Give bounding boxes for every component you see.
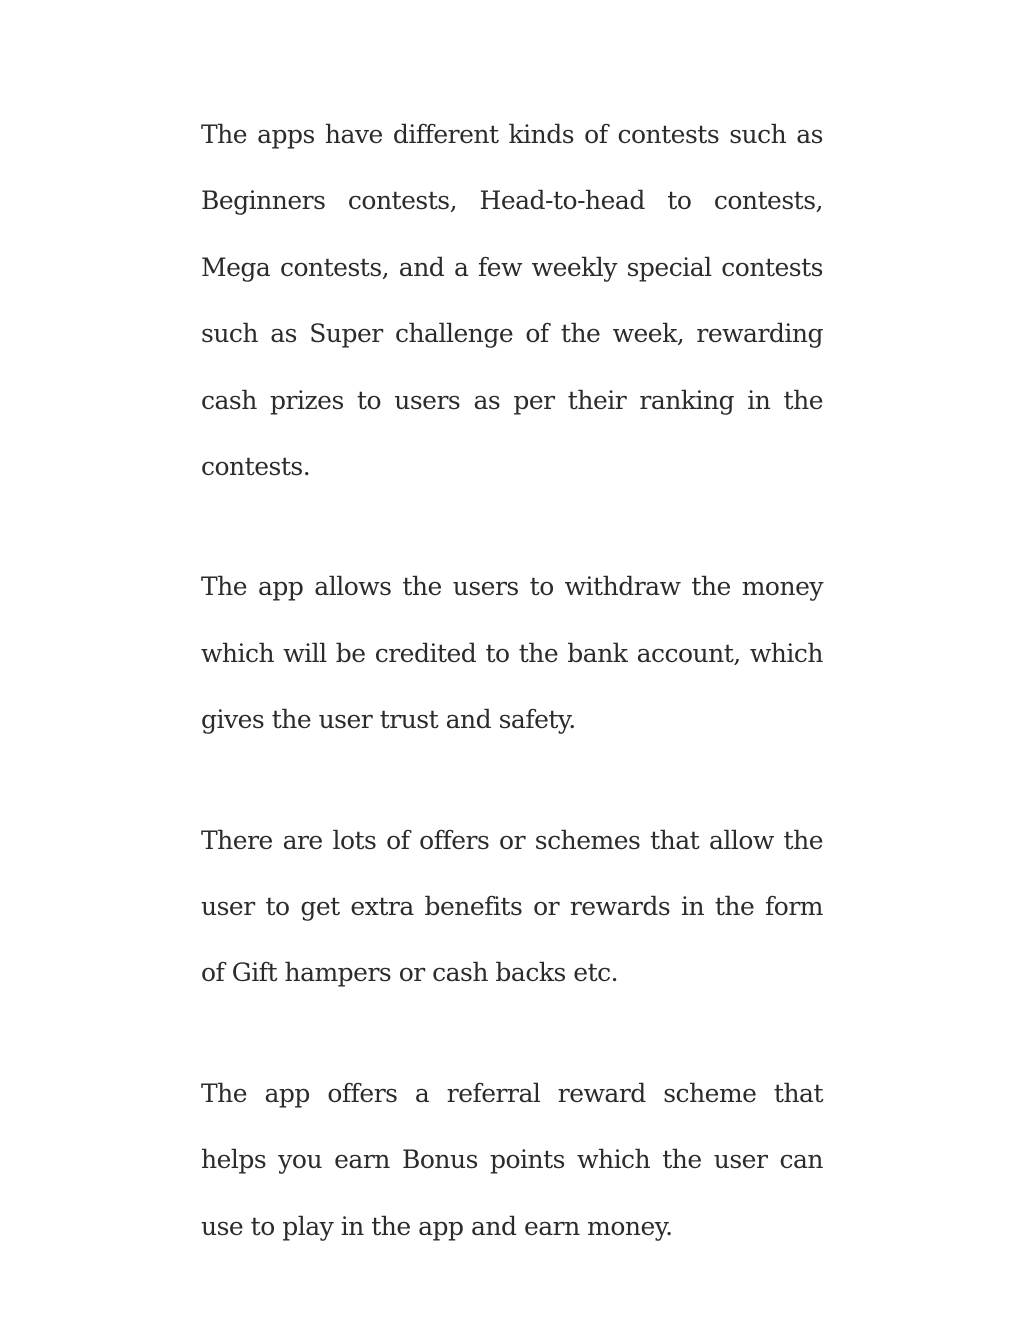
paragraph-withdraw: The app allows the users to withdraw the money which will be credited to the bank account, which gives the user trust and safety. bbox=[201, 572, 823, 735]
document-body bbox=[201, 102, 823, 1260]
paragraph-offers: There are lots of offers or schemes that allow the user to get extra benefits or rewards in the form of Gift hampers or cash backs etc. bbox=[201, 825, 823, 988]
paragraph-contests: The apps have different kinds of contests such as Beginners contests, Head-to-head to contests, Mega contests, and a few weekly special contests such as Super challenge of the week, rewarding cash prizes to users as per their ranking in the contests. bbox=[201, 120, 823, 482]
paragraph-referral: The app offers a referral reward scheme that helps you earn Bonus points which the user can use to play in the app and earn money. bbox=[201, 1078, 823, 1241]
